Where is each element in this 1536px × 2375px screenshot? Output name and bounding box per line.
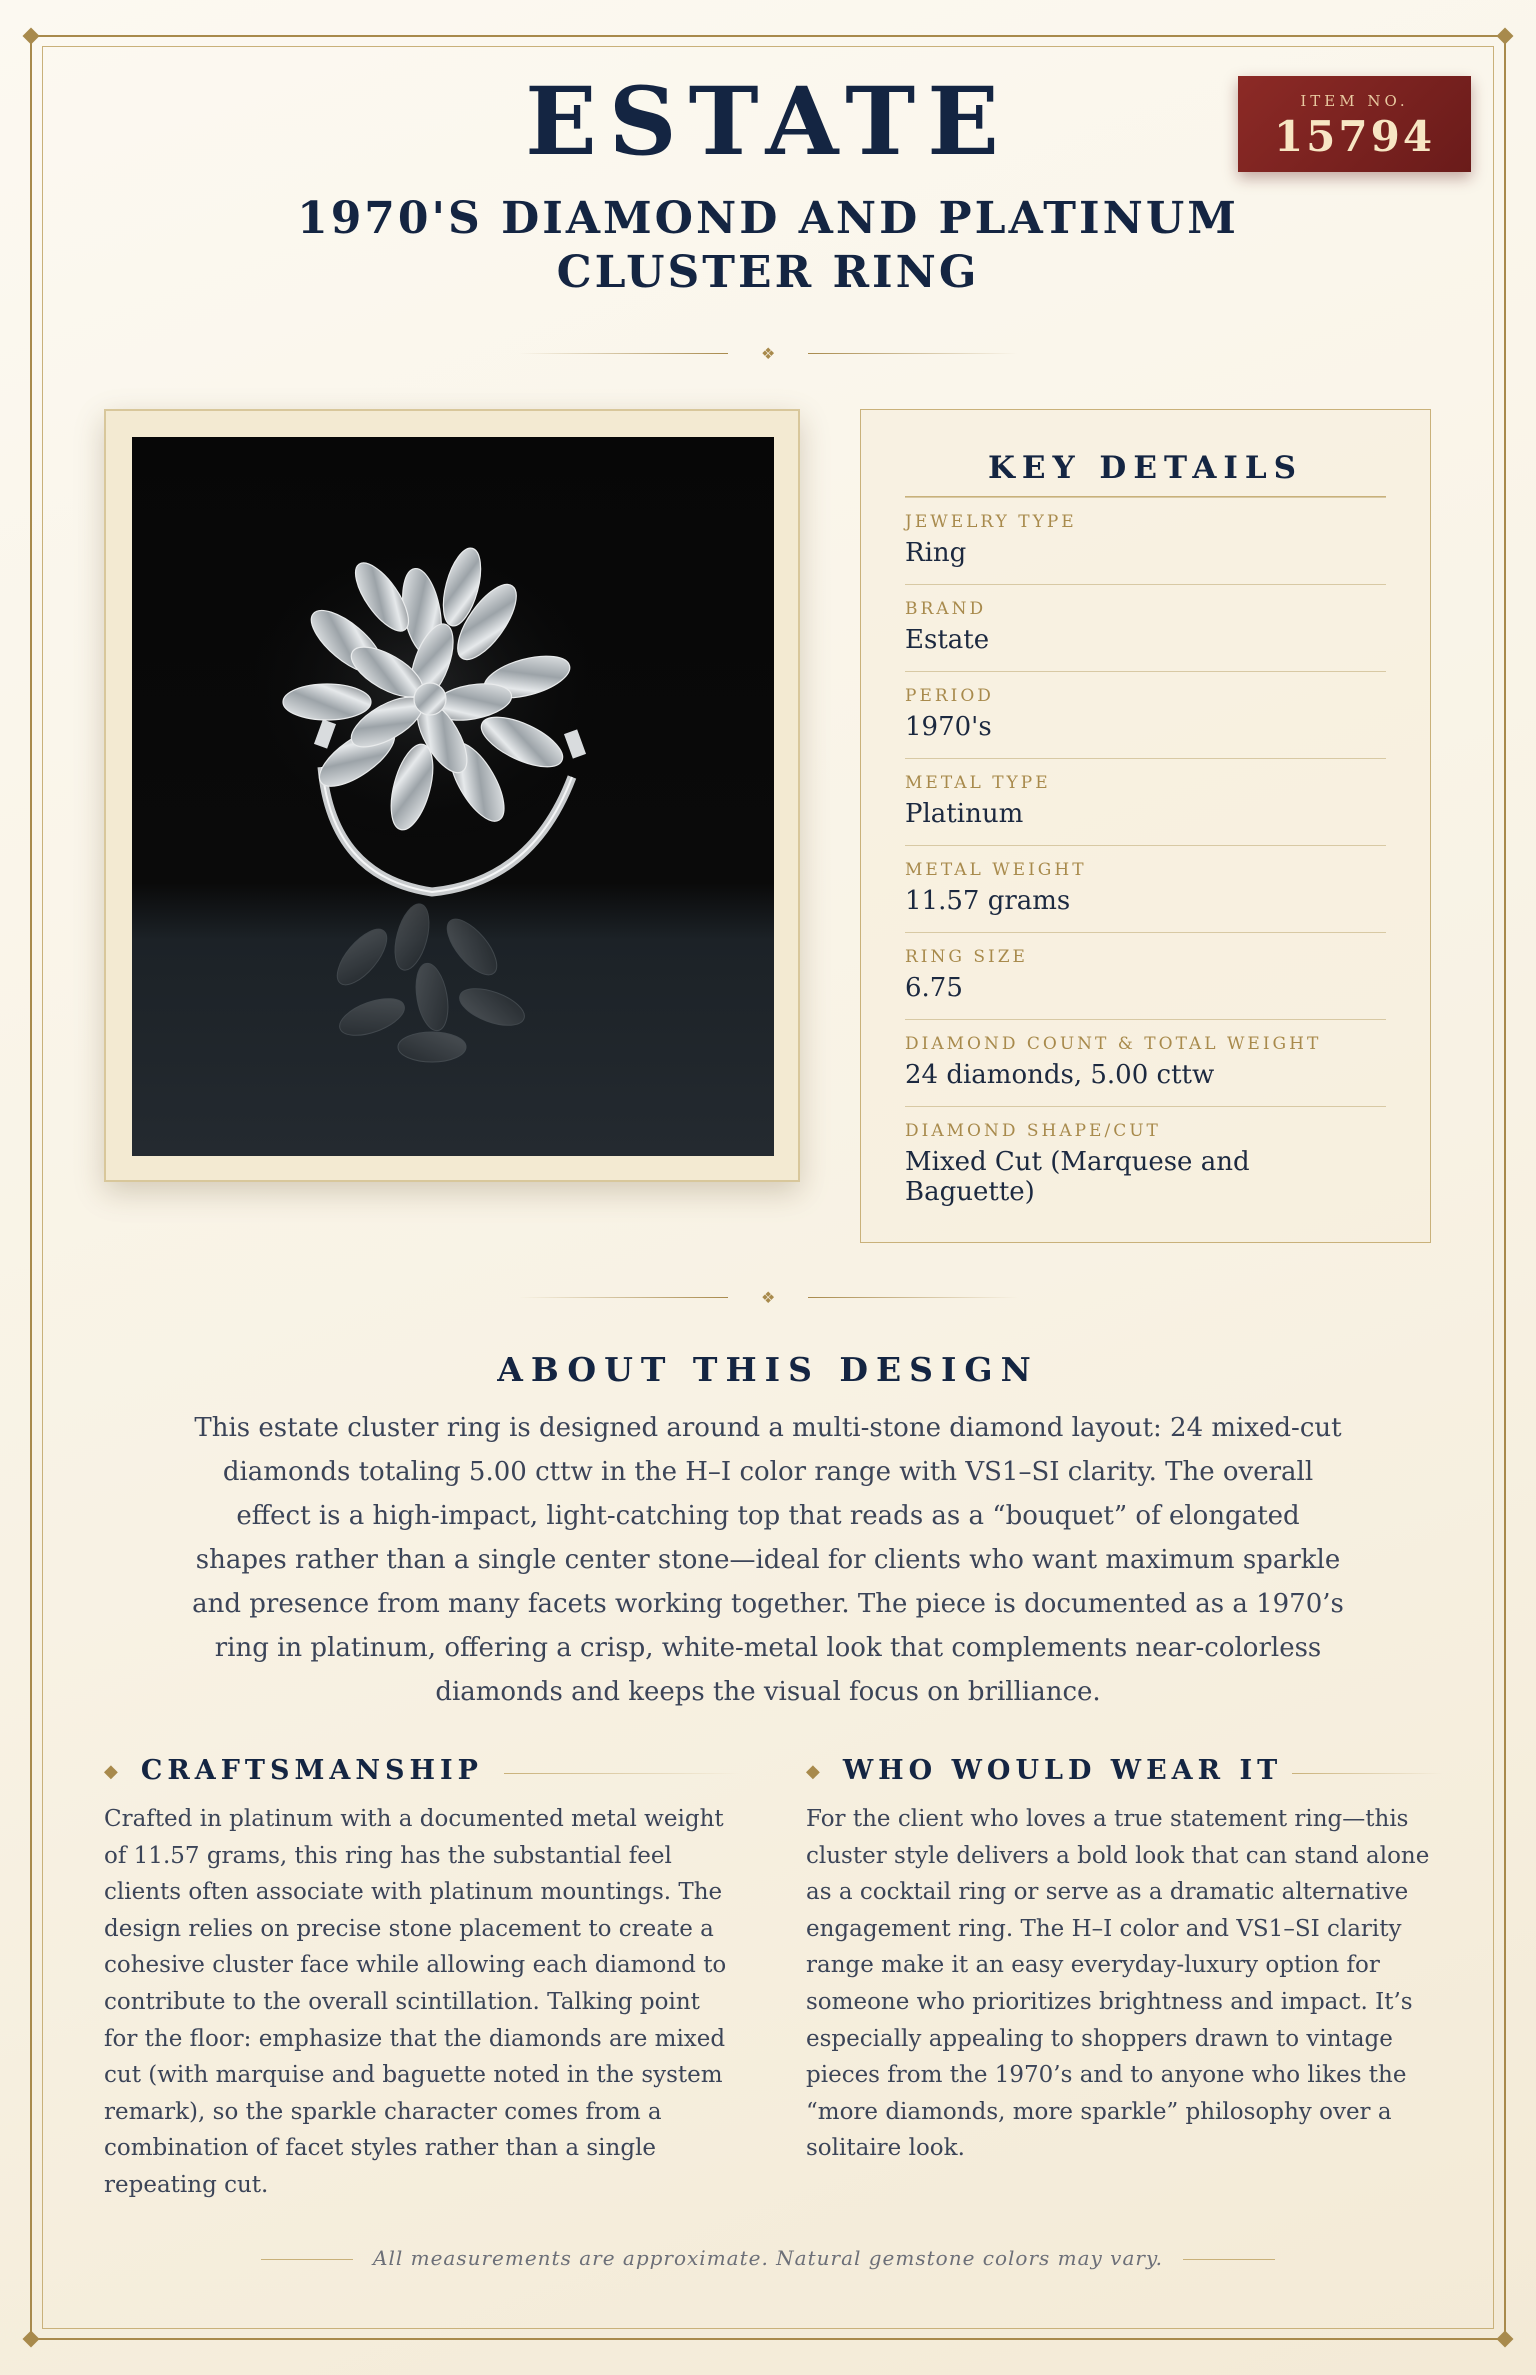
diamond-ornament-icon: ❖: [761, 344, 776, 363]
detail-label: RING SIZE: [905, 947, 1028, 967]
detail-label: DIAMOND COUNT & TOTAL WEIGHT: [905, 1034, 1322, 1054]
detail-label: DIAMOND SHAPE/CUT: [905, 1121, 1161, 1141]
footer-rule: [261, 2259, 353, 2260]
divider-line: [518, 1297, 728, 1298]
detail-value: 1970's: [905, 712, 992, 742]
footer-rule: [1183, 2259, 1275, 2260]
ornamental-divider: [518, 344, 1018, 364]
footer: [0, 2246, 1536, 2270]
detail-row-diamond-shape: [905, 1106, 1386, 1207]
about-heading: ABOUT THIS DESIGN: [497, 1350, 1039, 1389]
detail-row-diamond-count: [905, 1019, 1386, 1106]
detail-value: 24 diamonds, 5.00 cttw: [905, 1060, 1215, 1090]
key-details-panel: [860, 409, 1431, 1243]
item-number-label: ITEM NO.: [1300, 92, 1409, 110]
title-line-2: CLUSTER RING: [556, 247, 980, 298]
who-would-wear-paragraph: For the client who loves a true statement ring—this cluster style delivers a bold look that can stand alone as a cocktail ring or serve as a dramatic alternative engagement ring. The H–I color and VS1–SI clarity range make it an easy everyday-luxury option for someone who prioritizes brightness and impact. It’s especially appealing to shoppers drawn to vintage pieces from the 1970’s and to anyone who likes the “more diamonds, more sparkle” philosophy over a solitaire look.: [806, 1806, 1430, 2162]
detail-value: 6.75: [905, 973, 963, 1003]
divider-line: [808, 1297, 1018, 1298]
detail-value: Platinum: [905, 799, 1024, 829]
product-photo-frame: [104, 409, 800, 1182]
heading-rule: [1292, 1773, 1442, 1774]
about-paragraph: This estate cluster ring is designed around a multi-stone diamond layout: 24 mixed-cut diamonds totaling 5.00 cttw in the H–I color range with VS1–SI clarity. The overall effect is a high-impact, light-catching top that reads as a “bouquet” of elongated shapes rather than a single center stone—ideal for clients who want maximum sparkle and presence from many facets working together. The piece is documented as a 1970’s ring in platinum, offering a crisp, white-metal look that complements near-colorless diamonds and keeps the visual focus on brilliance.: [192, 1413, 1344, 1707]
ornamental-divider: [518, 1288, 1018, 1308]
craftsmanship-paragraph: Crafted in platinum with a documented metal weight of 11.57 grams, this ring has the substantial feel clients often associate with platinum mountings. The design relies on precise stone placement to create a cohesive cluster face while allowing each diamond to contribute to the overall scintillation. Talking point for the floor: emphasize that the diamonds are mixed cut (with marquise and baguette noted in the system remark), so the sparkle character comes from a combination of facet styles rather than a single repeating cut.: [104, 1806, 727, 2198]
detail-row-metal-type: [905, 758, 1386, 845]
diamond-bullet-icon: ◆: [806, 1761, 825, 1782]
detail-value: Mixed Cut (Marquese and Baguette): [905, 1147, 1250, 1207]
product-title: [268, 192, 1268, 300]
detail-row-ring-size: [905, 932, 1386, 1019]
diamond-ornament-icon: ❖: [761, 1288, 776, 1307]
detail-label: METAL WEIGHT: [905, 860, 1087, 880]
title-line-1: 1970'S DIAMOND AND PLATINUM: [297, 193, 1239, 244]
brand-heading: ESTATE: [525, 67, 1011, 177]
item-number-value: 15794: [1273, 112, 1436, 161]
ring-illustration: [132, 437, 774, 1156]
detail-row-metal-weight: [905, 845, 1386, 932]
diamond-bullet-icon: ◆: [104, 1761, 123, 1782]
ring-photo: [132, 437, 774, 1156]
detail-value: Estate: [905, 625, 990, 655]
detail-label: PERIOD: [905, 686, 994, 706]
detail-label: METAL TYPE: [905, 773, 1051, 793]
detail-row-jewelry-type: [905, 497, 1386, 584]
detail-value: 11.57 grams: [905, 886, 1071, 916]
detail-label: BRAND: [905, 599, 987, 619]
who-would-wear-title: WHO WOULD WEAR IT: [842, 1755, 1283, 1786]
craftsmanship-section: [104, 1755, 740, 2204]
divider-line: [518, 353, 728, 354]
craftsmanship-heading: [104, 1755, 740, 1791]
key-details-heading: KEY DETAILS: [987, 450, 1304, 486]
detail-row-period: [905, 671, 1386, 758]
footer-note: All measurements are approximate. Natural gemstone colors may vary.: [373, 2246, 1163, 2270]
item-number-badge: [1238, 76, 1471, 172]
craftsmanship-title: CRAFTSMANSHIP: [140, 1755, 483, 1786]
detail-row-brand: [905, 584, 1386, 671]
detail-label: JEWELRY TYPE: [905, 512, 1077, 532]
detail-value: Ring: [905, 538, 967, 568]
heading-rule: [504, 1773, 740, 1774]
who-would-wear-section: [806, 1755, 1442, 2167]
divider-line: [808, 353, 1018, 354]
who-would-wear-heading: [806, 1755, 1442, 1791]
